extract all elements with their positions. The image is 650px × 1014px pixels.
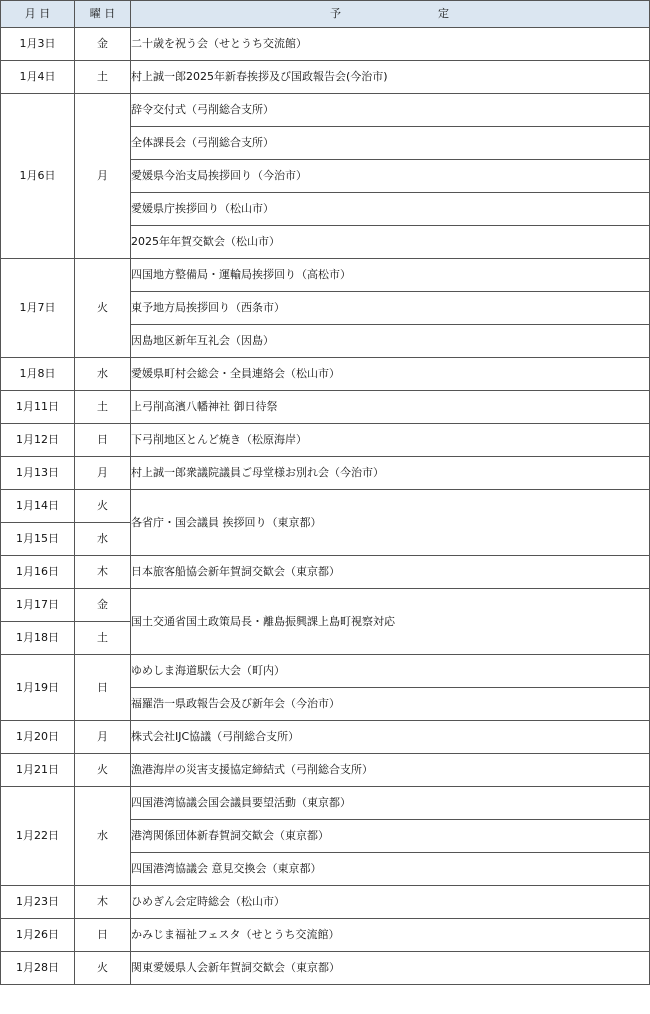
date-cell: 1月18日 (1, 622, 75, 655)
event-cell: かみじま福祉フェスタ（せとうち交流館） (131, 919, 650, 952)
table-row (1, 919, 650, 952)
event-cell: 二十歳を祝う会（せとうち交流館） (131, 28, 650, 61)
weekday-cell: 火 (75, 490, 131, 523)
event-cell: 愛媛県町村会総会・全員連絡会（松山市） (131, 358, 650, 391)
weekday-cell: 水 (75, 523, 131, 556)
weekday-cell: 金 (75, 28, 131, 61)
table-row (1, 589, 650, 622)
weekday-cell: 水 (75, 787, 131, 886)
date-cell: 1月21日 (1, 754, 75, 787)
table-row (1, 952, 650, 985)
weekday-cell: 火 (75, 952, 131, 985)
table-row (1, 424, 650, 457)
table-row (1, 490, 650, 523)
event-cell: 村上誠一郎衆議院議員ご母堂様お別れ会（今治市） (131, 457, 650, 490)
event-cell: ひめぎん会定時総会（松山市） (131, 886, 650, 919)
weekday-cell: 土 (75, 391, 131, 424)
date-cell: 1月14日 (1, 490, 75, 523)
event-cell: 愛媛県今治支局挨拶回り（今治市） (131, 160, 650, 193)
weekday-cell: 木 (75, 886, 131, 919)
event-cell: 上弓削高濱八幡神社 御日待祭 (131, 391, 650, 424)
header-plan-label: 予 定 (330, 7, 450, 20)
event-cell: 漁港海岸の災害支援協定締結式（弓削総合支所） (131, 754, 650, 787)
date-cell: 1月11日 (1, 391, 75, 424)
weekday-cell: 金 (75, 589, 131, 622)
weekday-cell: 土 (75, 622, 131, 655)
table-row (1, 457, 650, 490)
weekday-cell: 火 (75, 259, 131, 358)
date-cell: 1月13日 (1, 457, 75, 490)
event-cell: 東予地方局挨拶回り（西条市） (131, 292, 650, 325)
table-row (1, 61, 650, 94)
date-cell: 1月23日 (1, 886, 75, 919)
header-date: 月 日 (1, 1, 75, 28)
date-cell: 1月28日 (1, 952, 75, 985)
event-cell: 港湾関係団体新春賀詞交歓会（東京都） (131, 820, 650, 853)
event-cell: 四国港湾協議会 意見交換会（東京都） (131, 853, 650, 886)
weekday-cell: 木 (75, 556, 131, 589)
table-row (1, 787, 650, 820)
event-cell: 下弓削地区とんど焼き（松原海岸） (131, 424, 650, 457)
event-cell: 関東愛媛県人会新年賀詞交歓会（東京都） (131, 952, 650, 985)
weekday-cell: 日 (75, 424, 131, 457)
event-cell: 国土交通省国土政策局長・離島振興課上島町視察対応 (131, 589, 650, 655)
weekday-cell: 火 (75, 754, 131, 787)
event-cell: 辞令交付式（弓削総合支所） (131, 94, 650, 127)
weekday-cell: 日 (75, 655, 131, 721)
weekday-cell: 月 (75, 721, 131, 754)
date-cell: 1月7日 (1, 259, 75, 358)
table-row (1, 259, 650, 292)
header-plan (131, 1, 650, 28)
table-header (1, 1, 650, 28)
event-cell: 各省庁・国会議員 挨拶回り（東京都） (131, 490, 650, 556)
table-row (1, 94, 650, 127)
event-cell: 四国地方整備局・運輸局挨拶回り（高松市） (131, 259, 650, 292)
date-cell: 1月12日 (1, 424, 75, 457)
weekday-cell: 土 (75, 61, 131, 94)
table-row (1, 721, 650, 754)
event-cell: 株式会社IJC協議（弓削総合支所） (131, 721, 650, 754)
date-cell: 1月20日 (1, 721, 75, 754)
event-cell: 愛媛県庁挨拶回り（松山市） (131, 193, 650, 226)
event-cell: ゆめしま海道駅伝大会（町内） (131, 655, 650, 688)
header-day: 曜 日 (75, 1, 131, 28)
event-cell: 福羅浩一県政報告会及び新年会（今治市） (131, 688, 650, 721)
date-cell: 1月8日 (1, 358, 75, 391)
table-row (1, 655, 650, 688)
table-row (1, 28, 650, 61)
table-row (1, 556, 650, 589)
weekday-cell: 日 (75, 919, 131, 952)
date-cell: 1月15日 (1, 523, 75, 556)
weekday-cell: 水 (75, 358, 131, 391)
table-row (1, 358, 650, 391)
date-cell: 1月19日 (1, 655, 75, 721)
weekday-cell: 月 (75, 457, 131, 490)
date-cell: 1月6日 (1, 94, 75, 259)
date-cell: 1月16日 (1, 556, 75, 589)
table-row (1, 754, 650, 787)
event-cell: 2025年年賀交歓会（松山市） (131, 226, 650, 259)
table-body (1, 28, 650, 985)
table-row (1, 391, 650, 424)
event-cell: 村上誠一郎2025年新春挨拶及び国政報告会(今治市) (131, 61, 650, 94)
event-cell: 四国港湾協議会国会議員要望活動（東京都） (131, 787, 650, 820)
event-cell: 日本旅客船協会新年賀詞交歓会（東京都） (131, 556, 650, 589)
table-row (1, 886, 650, 919)
date-cell: 1月26日 (1, 919, 75, 952)
event-cell: 因島地区新年互礼会（因島） (131, 325, 650, 358)
date-cell: 1月22日 (1, 787, 75, 886)
date-cell: 1月3日 (1, 28, 75, 61)
date-cell: 1月17日 (1, 589, 75, 622)
event-cell: 全体課長会（弓削総合支所） (131, 127, 650, 160)
date-cell: 1月4日 (1, 61, 75, 94)
weekday-cell: 月 (75, 94, 131, 259)
